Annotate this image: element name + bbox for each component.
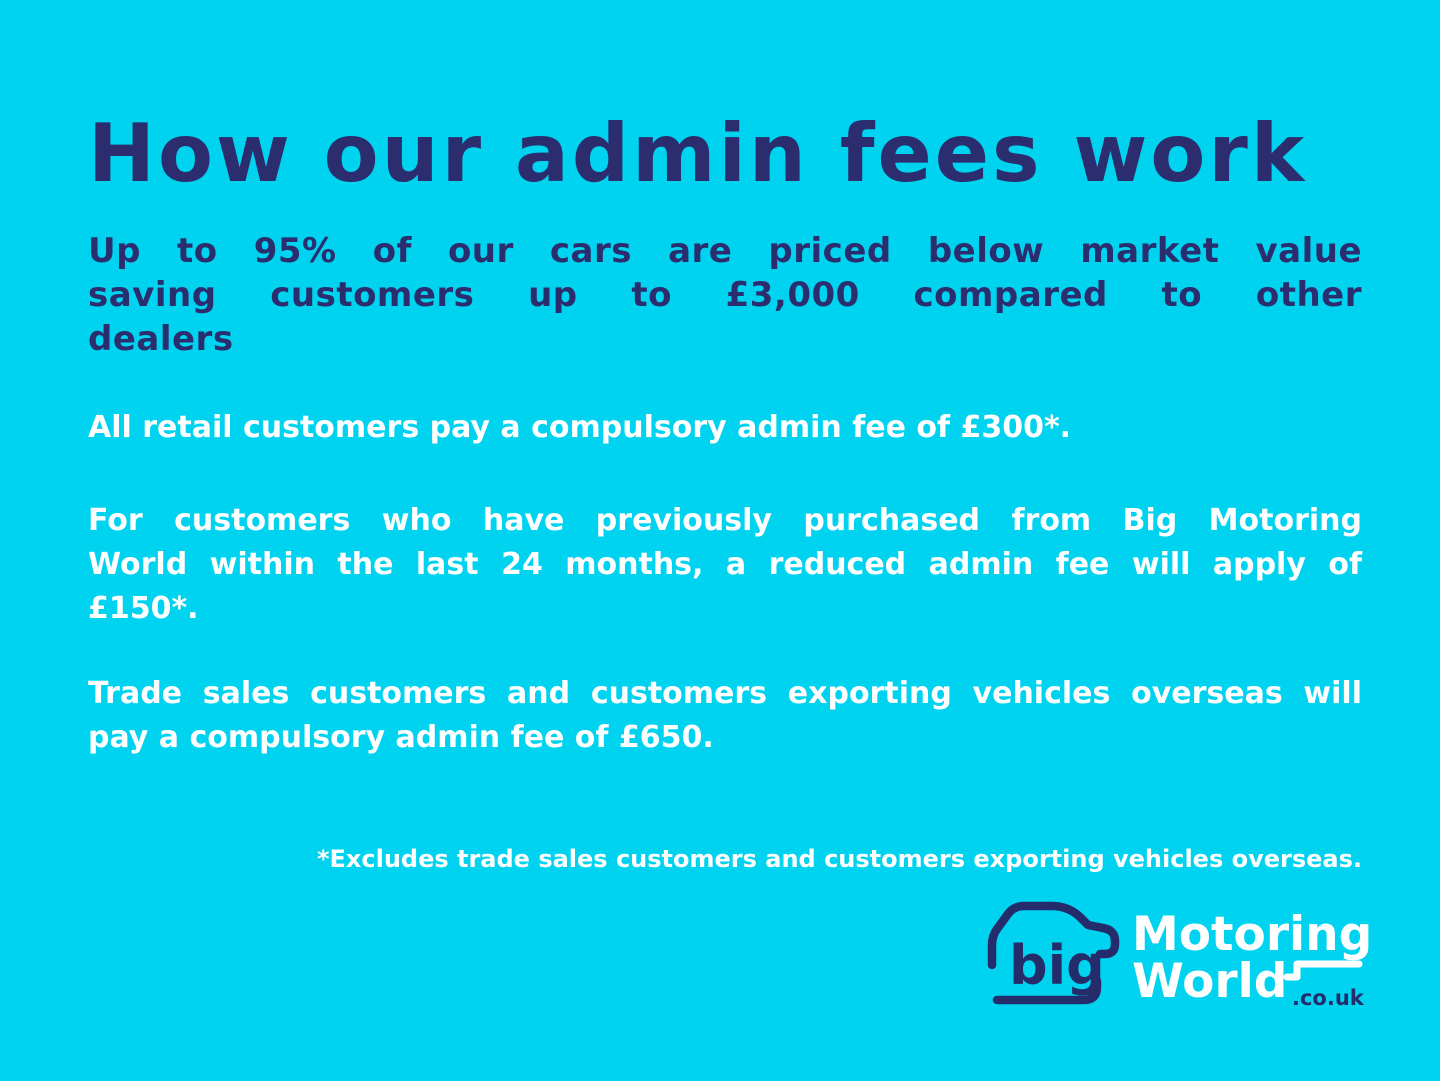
page-title: How our admin fees work (88, 107, 1308, 200)
big-motoring-world-logo (985, 893, 1385, 1028)
paragraph-line: Trade sales customers and customers exporting vehicles overseas will (88, 676, 1362, 711)
paragraph-line: For customers who have previously purchased from Big Motoring (88, 503, 1362, 538)
paragraph-retail-fee (88, 406, 1362, 450)
footnote: *Excludes trade sales customers and customers exporting vehicles overseas. (316, 845, 1362, 873)
paragraph-line: £150*. (88, 591, 199, 626)
paragraph-line: pay a compulsory admin fee of £650. (88, 720, 714, 755)
logo-connector-line (1287, 964, 1359, 977)
paragraph-line: World within the last 24 months, a reduced admin fee will apply of (88, 547, 1362, 582)
subtitle-line: saving customers up to £3,000 compared to other (88, 275, 1362, 315)
paragraph-repeat-customer-fee (88, 499, 1362, 631)
subtitle-line: Up to 95% of our cars are priced below market value (88, 231, 1362, 271)
paragraph-line: All retail customers pay a compulsory admin fee of £300*. (88, 410, 1072, 445)
subtitle (88, 229, 1362, 361)
paragraph-trade-fee (88, 672, 1362, 760)
logo-motoring-text: Motoring (1132, 907, 1373, 962)
logo-big-text: big (1009, 934, 1105, 997)
logo-world-text: World (1132, 954, 1288, 1009)
logo-domain-suffix: .co.uk (1292, 986, 1364, 1010)
subtitle-line: dealers (88, 319, 234, 359)
